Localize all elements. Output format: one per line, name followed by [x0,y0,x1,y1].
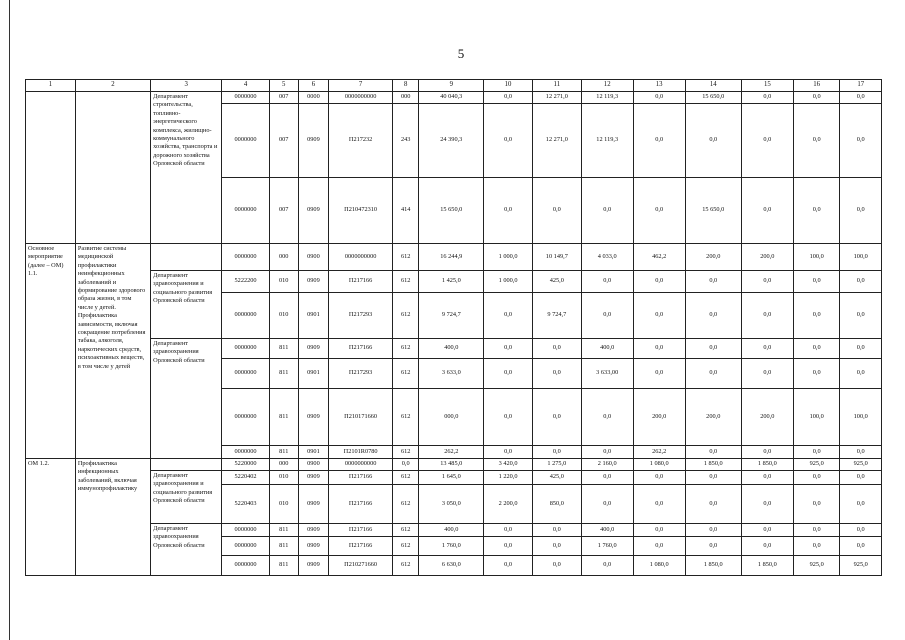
table-cell: 0,0 [741,359,793,389]
table-cell: 0,0 [685,524,741,537]
table-cell: 3 420,0 [484,459,533,471]
table-cell: 0,0 [840,524,882,537]
table-cell: 0,0 [484,359,533,389]
table-cell: 0,0 [741,178,793,244]
table-cell: 811 [269,389,298,446]
table-cell: 0000000 [222,178,270,244]
table-cell: 0000000 [222,359,270,389]
table-cell: П217293 [329,293,393,339]
table-cell: 0000 [298,92,329,104]
table-cell: 12 119,3 [581,104,633,178]
table-cell: 0,0 [840,359,882,389]
department-cell: Департамент здравоохранения Орловской области [151,524,222,576]
table-cell: 12 271,0 [532,92,581,104]
table-cell: 0,0 [685,485,741,524]
table-cell: 612 [392,339,419,359]
table-cell: 0,0 [741,446,793,459]
table-cell: 811 [269,359,298,389]
table-cell: 0,0 [484,524,533,537]
table-cell: 612 [392,293,419,339]
page-left-rule [9,0,10,640]
table-cell: П217293 [329,359,393,389]
table-row [26,471,882,485]
table-cell: 007 [269,92,298,104]
table-cell: 462,2 [633,244,685,271]
table-cell: 15 650,0 [685,92,741,104]
table-cell: 0,0 [741,524,793,537]
column-header-8: 8 [392,80,419,92]
table-cell: 200,0 [685,389,741,446]
table-cell: 1 850,0 [685,556,741,576]
measure-code-cell: ОМ 1.2. [26,459,76,576]
table-cell: 3 633,0 [419,359,484,389]
table-cell: 0000000 [222,339,270,359]
column-header-15: 15 [741,80,793,92]
table-cell: 0,0 [633,485,685,524]
table-cell: 1 000,0 [484,271,533,293]
column-header-13: 13 [633,80,685,92]
table-cell: 15 650,0 [685,178,741,244]
table-cell: 6 630,0 [419,556,484,576]
table-row [26,339,882,359]
table-cell: 0,0 [484,178,533,244]
table-cell: 0,0 [793,359,840,389]
measure-name-cell: Развитие системы медицинской профилактики неинфекционных заболеваний и формирование здорового образа жизни, в том числе у детей. Профилактика зависимости, включая сокращение потребления табака, алкоголя, наркотических средств, психоактивных веществ, в том числе у детей [75,244,150,459]
table-cell: 0,0 [633,339,685,359]
table-cell: 0,0 [484,389,533,446]
table-cell: 24 390,3 [419,104,484,178]
table-cell: 0,0 [685,471,741,485]
table-cell: 0,0 [532,339,581,359]
table-cell: 0909 [298,271,329,293]
table-cell: 0909 [298,471,329,485]
table-cell: 0,0 [484,556,533,576]
table-row [26,459,882,471]
table-cell: 0901 [298,359,329,389]
table-cell: 0000000 [222,389,270,446]
table-cell: 200,0 [741,389,793,446]
table-cell: 262,2 [419,446,484,459]
table-cell: 0,0 [532,556,581,576]
table-cell: 0,0 [633,92,685,104]
table-cell: 0,0 [484,293,533,339]
department-cell-empty [151,459,222,471]
table-cell: 0,0 [484,339,533,359]
table-cell: 0,0 [484,537,533,556]
table-cell: 0,0 [793,537,840,556]
table-cell: 0,0 [633,178,685,244]
table-cell: 0,0 [793,178,840,244]
table-body [26,80,882,576]
measure-code-cell: Основное мероприятие (далее – ОМ) 1.1. [26,244,76,459]
table-cell: 0,0 [581,293,633,339]
table-cell: 0,0 [685,271,741,293]
table-cell: 925,0 [793,556,840,576]
table-cell: 000 [269,244,298,271]
table-cell: 0,0 [685,537,741,556]
column-header-12: 12 [581,80,633,92]
department-cell-empty [151,244,222,271]
table-cell: 200,0 [741,244,793,271]
table-cell: 0,0 [793,524,840,537]
table-cell: 1 760,0 [581,537,633,556]
table-cell: 0000000 [222,524,270,537]
table-cell: 0,0 [581,485,633,524]
table-cell: 0000000000 [329,459,393,471]
table-cell: П217166 [329,339,393,359]
department-cell: Департамент строительства, топливно-энергетического комплекса, жилищно-коммунального хозяйства, транспорта и дорожного хозяйства Орловской области [151,92,222,244]
table-cell: 0,0 [532,446,581,459]
table-cell: 1 425,0 [419,271,484,293]
table-cell: 0,0 [741,271,793,293]
table-cell: 850,0 [532,485,581,524]
column-header-3: 3 [151,80,222,92]
table-cell: 0,0 [793,485,840,524]
department-cell: Департамент здравоохранения и социального развития Орловской области [151,271,222,339]
table-cell: 1 760,0 [419,537,484,556]
table-cell: 400,0 [419,524,484,537]
column-header-16: 16 [793,80,840,92]
table-cell: 0000000 [222,293,270,339]
table-cell: 0,0 [741,293,793,339]
column-header-17: 17 [840,80,882,92]
table-cell: П210271660 [329,556,393,576]
table-cell: 0,0 [840,92,882,104]
table-cell: 0,0 [793,104,840,178]
table-cell: 0,0 [532,359,581,389]
table-cell: 0,0 [741,339,793,359]
table-cell: 100,0 [793,244,840,271]
table-cell: 1 080,0 [633,556,685,576]
measure-name-cell: Профилактика инфекционных заболеваний, включая иммунопрофилактику [75,459,150,576]
table-cell: 811 [269,537,298,556]
table-cell: 811 [269,446,298,459]
table-cell: 0909 [298,178,329,244]
table-cell: 0,0 [685,446,741,459]
code-cell-empty [26,92,76,244]
table-cell: 425,0 [532,471,581,485]
table-cell: 0,0 [484,446,533,459]
table-cell: 0,0 [840,271,882,293]
table-cell: 0909 [298,389,329,446]
table-cell: 0,0 [685,293,741,339]
table-cell: 0,0 [793,339,840,359]
table-cell: 1 220,0 [484,471,533,485]
table-cell: 5220403 [222,485,270,524]
table-cell: П210472310 [329,178,393,244]
table-cell: 243 [392,104,419,178]
table-cell: 0,0 [793,446,840,459]
table-cell: 0000000 [222,244,270,271]
table-cell: 0,0 [840,293,882,339]
table-cell: 0000000 [222,537,270,556]
table-cell: 0,0 [633,524,685,537]
table-cell: 5220000 [222,459,270,471]
table-cell: 0,0 [793,293,840,339]
table-cell: 1 000,0 [484,244,533,271]
table-cell: 0,0 [840,537,882,556]
column-header-9: 9 [419,80,484,92]
table-cell: 5222200 [222,271,270,293]
table-cell: 0,0 [581,271,633,293]
table-cell: 0,0 [581,178,633,244]
table-cell: 0900 [298,459,329,471]
table-cell: 5220402 [222,471,270,485]
table-cell: 0,0 [840,485,882,524]
table-cell: 612 [392,389,419,446]
column-header-4: 4 [222,80,270,92]
table-cell: 000 [392,92,419,104]
table-cell: 612 [392,271,419,293]
table-cell: 612 [392,446,419,459]
table-cell: 612 [392,471,419,485]
table-cell: 0,0 [532,389,581,446]
column-header-14: 14 [685,80,741,92]
table-cell: 3 050,0 [419,485,484,524]
table-cell: 0,0 [685,339,741,359]
table-cell: 0000000 [222,104,270,178]
table-cell: 0,0 [581,446,633,459]
table-cell: 0,0 [741,471,793,485]
table-cell: П217166 [329,524,393,537]
table-cell: 010 [269,471,298,485]
table-cell: 425,0 [532,271,581,293]
column-header-1: 1 [26,80,76,92]
table-cell: 400,0 [581,524,633,537]
table-cell: 000,0 [419,389,484,446]
table-cell: 400,0 [581,339,633,359]
department-cell: Департамент здравоохранения и социального развития Орловской области [151,471,222,524]
table-cell: 0,0 [840,178,882,244]
table-row [26,271,882,293]
table-cell: 0,0 [741,537,793,556]
table-cell: 811 [269,556,298,576]
table-cell: 010 [269,485,298,524]
table-cell: 0,0 [793,92,840,104]
page-number: 5 [457,46,465,61]
table-cell: 612 [392,359,419,389]
table-cell: 0909 [298,485,329,524]
table-cell: 0,0 [532,537,581,556]
table-cell: П217166 [329,471,393,485]
table-cell: 612 [392,537,419,556]
table-cell: П217166 [329,537,393,556]
table-cell: 0000000000 [329,244,393,271]
table-cell: 0,0 [581,471,633,485]
column-header-5: 5 [269,80,298,92]
table-cell: 13 485,0 [419,459,484,471]
table-cell: П217166 [329,485,393,524]
table-cell: 0000000 [222,446,270,459]
table-cell: 40 040,3 [419,92,484,104]
table-row [26,92,882,104]
table-cell: 0,0 [840,104,882,178]
department-cell: Департамент здравоохранения Орловской области [151,339,222,459]
table-cell: 0,0 [581,389,633,446]
table-cell: 2 200,0 [484,485,533,524]
header-row [26,80,882,92]
table-cell: 9 724,7 [419,293,484,339]
table-cell: 0,0 [633,537,685,556]
table-cell: 200,0 [633,389,685,446]
table-cell: 0,0 [633,359,685,389]
table-cell: 16 244,9 [419,244,484,271]
table-cell: 0,0 [741,104,793,178]
table-cell: 4 033,0 [581,244,633,271]
table-row [26,244,882,271]
table-cell: 0,0 [840,446,882,459]
table-cell: 100,0 [840,389,882,446]
table-cell: 000 [269,459,298,471]
budget-table [25,79,882,576]
table-cell: 1 080,0 [633,459,685,471]
table-cell: П217232 [329,104,393,178]
table-cell: 262,2 [633,446,685,459]
table-cell: 0,0 [741,92,793,104]
table-cell: 612 [392,524,419,537]
table-cell: 9 724,7 [532,293,581,339]
table-cell: 10 149,7 [532,244,581,271]
table-cell: 0,0 [741,485,793,524]
table-cell: П210171660 [329,389,393,446]
table-cell: 200,0 [685,244,741,271]
table-cell: 811 [269,524,298,537]
table-cell: 0900 [298,244,329,271]
table-cell: 15 650,0 [419,178,484,244]
table-cell: 100,0 [840,244,882,271]
table-cell: 010 [269,271,298,293]
table-cell: 0,0 [392,459,419,471]
table-cell: 0,0 [532,178,581,244]
name-cell-empty [75,92,150,244]
table-cell: 0000000 [222,92,270,104]
table-cell: 0,0 [685,104,741,178]
table-cell: 1 850,0 [685,459,741,471]
table-cell: 007 [269,178,298,244]
table-cell: 0909 [298,524,329,537]
table-cell: 007 [269,104,298,178]
column-header-6: 6 [298,80,329,92]
table-cell: 2 160,0 [581,459,633,471]
table-cell: 612 [392,244,419,271]
table-cell: 1 850,0 [741,556,793,576]
table-cell: 0,0 [793,271,840,293]
table-cell: 0,0 [633,471,685,485]
table-cell: 811 [269,339,298,359]
table-cell: 0,0 [484,104,533,178]
table-cell: 0,0 [633,293,685,339]
table-cell: 0901 [298,446,329,459]
table-cell: 12 119,3 [581,92,633,104]
table-cell: 0909 [298,104,329,178]
table-cell: 925,0 [793,459,840,471]
table-cell: 0909 [298,556,329,576]
table-cell: 0,0 [793,471,840,485]
table-cell: 0909 [298,339,329,359]
table-cell: 0,0 [581,556,633,576]
table-cell: 612 [392,485,419,524]
table-cell: П217166 [329,271,393,293]
table-cell: 0901 [298,293,329,339]
table-cell: 0,0 [840,339,882,359]
table-cell: 1 275,0 [532,459,581,471]
table-cell: 0,0 [532,524,581,537]
table-cell: 3 633,00 [581,359,633,389]
table-cell: 0,0 [685,359,741,389]
column-header-10: 10 [484,80,533,92]
column-header-2: 2 [75,80,150,92]
table-cell: 400,0 [419,339,484,359]
table-cell: 0,0 [484,92,533,104]
table-cell: 0909 [298,537,329,556]
table-cell: 100,0 [793,389,840,446]
table-cell: 925,0 [840,459,882,471]
column-header-7: 7 [329,80,393,92]
table-cell: 612 [392,556,419,576]
table-cell: 0,0 [840,471,882,485]
table-cell: 0000000000 [329,92,393,104]
table-cell: 12 271,0 [532,104,581,178]
table-cell: П2101R0780 [329,446,393,459]
table-cell: 0000000 [222,556,270,576]
table-cell: 0,0 [633,271,685,293]
table-cell: 010 [269,293,298,339]
column-header-11: 11 [532,80,581,92]
table-cell: 1 850,0 [741,459,793,471]
table-cell: 1 645,0 [419,471,484,485]
table-cell: 925,0 [840,556,882,576]
table-cell: 0,0 [633,104,685,178]
table-cell: 414 [392,178,419,244]
table-row [26,524,882,537]
